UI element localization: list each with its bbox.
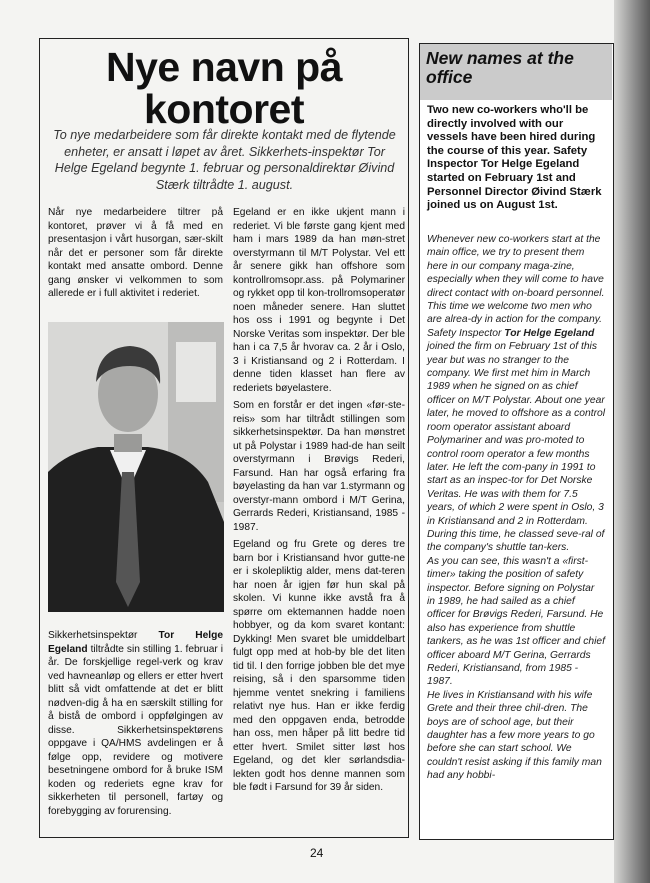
- col2-paragraph-3: Egeland og fru Grete og deres tre barn bor i Kristiansand hvor gutte-ne er i skolepliktig alder, mens dat-teren har noen år igjen før hun skal på skolen. Vi kunne ikke avstå fra å spørre om ektemannen hadde noen hobbyer, og da kom svaret kontant: Dykking! Men svaret ble umiddelbart fulgt opp med at hob-by ble det liten tid til. I den forrige jobben ble det mye reising, så i den sparsomme tiden hjemme ventet snekring i familiens relativt nye hus. Han er ikke ferdig med den oppgaven enda, betrodde han oss, men håper på litt bedre tid etter hvert. Smilet sitter løst hos Egeland, og det kler sørlandsdia-lekten godt hos denne mannen som ble født i Farsund for 39 år siden.: [233, 539, 405, 793]
- sidebar-paragraph-4: He lives in Kristiansand with his wife Grete and their three chil-dren. The boys are of school age, but their daughter has a few more years to go before she can start school. We couldn't resist asking if this family man had any hobbi-: [427, 689, 602, 782]
- english-sidebar: [419, 43, 614, 840]
- caption-name: Tor Helge Egeland: [48, 630, 223, 655]
- sidebar-paragraph-2: Safety Inspector Tor Helge Egeland joined the firm on February 1st of this year but was no stranger to the company. We first met him in March 1989 when he signed on as chief officer on M/T Polystar. About one year later, he moved to offshore as a control room operator assistant aboard Polymariner and was pro-moted to control room operator a few months later. He left the com-pany in 1991 to start as an inspec-tor for Det Norske Veritas. He was with them for 7.5 years, of which 2 were spent in Oslo, 3 in Kristiansand and 2 in Rotterdam. During this time, he classed seve-ral of the company's shuttle tan-kers.: [427, 327, 606, 554]
- sidebar-body: [427, 233, 605, 783]
- portrait-photo: [48, 322, 224, 612]
- article-title: [40, 46, 408, 130]
- column-1-caption: [48, 629, 223, 822]
- title-line-2: kontoret: [144, 86, 304, 132]
- article-lead: To nye medarbeidere som får direkte kontakt med de flytende enheter, er ansatt i løpet av året. Sikkerhets-inspektør Tor Helge Egeland begynte 1. februar og personaldirektør Øivind Stærk tiltrådte 1. august.: [53, 128, 396, 192]
- column-2: [233, 206, 405, 799]
- portrait-photo-icon: [48, 322, 224, 612]
- photo-caption: Sikkerhetsinspektør Tor Helge Egeland tiltrådte sin stilling 1. februar i år. De forskjellige regel-verk og krav ved havneanløp og ellers er etter hvert blitt så vidt omfattende at det er blitt nødven-dig å ha en særskilt stilling for å bistå de ombord i oppfølgingen av disse. Sikkerhetsinspektørens oppgave i QA/HMS avdelingen er å følge opp, revidere og motivere besetningene ombord for å bruke ISM koden og rederiets egne krav for sikkerheten til personell, fartøy og forebygging av forurensing.: [48, 630, 223, 817]
- sidebar-paragraph-1: Whenever new co-workers start at the main office, we try to present them here in our company maga-zine, especially when they will come to have direct contact with on-board personnel. This time we welcome two men who are alrea-dy in action for the company.: [427, 234, 605, 326]
- page-number: 24: [310, 846, 324, 860]
- sidebar-title: New names at the office: [426, 48, 574, 87]
- sidebar-name: Tor Helge Egeland: [504, 327, 595, 339]
- intro-paragraph: Når nye medarbeidere tiltrer på kontoret, prøver vi å få med en presentasjon i vårt husorgan, sær-skilt når det er personer som får direkte kontakt med ansatte ombord. Denne gang ønsker vi velkommen to som allerede er i full aktivitet i rederiet.: [48, 207, 223, 299]
- page-edge: [614, 0, 650, 883]
- sidebar-header: [420, 44, 612, 100]
- col2-paragraph-2: Som en forstår er det ingen «før-ste-reis» som har tiltrådt stillingen som sikkerhetsinspektør. Da han mønstret ut på Polystar i 1989 had-de han seilt overstyrmann i Brøvigs Rederi, Farsund. Han har også erfaring fra bøyelasting da han var 1.styrmann og overstyr-mann ombord i M/T Gerina, Gerrards Rederi, Kristiansand, 1985 - 1987.: [233, 400, 405, 533]
- sidebar-paragraph-3: As you can see, this wasn't a «first-timer» taking the position of safety inspector. Before signing on Polystar in 1989, he had sailed as a chief officer for Brøvigs Rederi, Farsund. He also has experience from shuttle tankers, as he was 1st officer and chief officer aboard M/T Gerina, Gerrards Rederi, Kristiansand, from 1985 - 1987.: [427, 555, 605, 688]
- col2-paragraph-1: Egeland er en ikke ukjent mann i rederiet. Vi ble første gang kjent med ham i mars 1989 da han møn-stret overstyrmann til M/T Polystar. Vel ett år senere gikk han offshore som kontrollromsopr.ass. på Polymariner og rykket opp til kon-trollromsoperatør noen måneder senere. Han sluttet hos oss i 1991 og begynte i Det Norske Veritas som inspektør. Der ble han i ca 7,5 år hvorav ca. 2 år i Oslo, 3 i Kristiansand og 2 i Rotterdam. I denne tiden klasset han flere av rederiets bøyelastere.: [233, 207, 405, 394]
- title-line-1: Nye navn på: [105, 44, 343, 90]
- sidebar-lead: Two new co-workers who'll be directly involved with our vessels have been hired during the course of this year. Safety Inspector Tor Helge Egeland started on February 1st and Personnel Director Øivind Stærk joined us on August 1st.: [427, 104, 602, 212]
- column-1-intro: [48, 206, 223, 305]
